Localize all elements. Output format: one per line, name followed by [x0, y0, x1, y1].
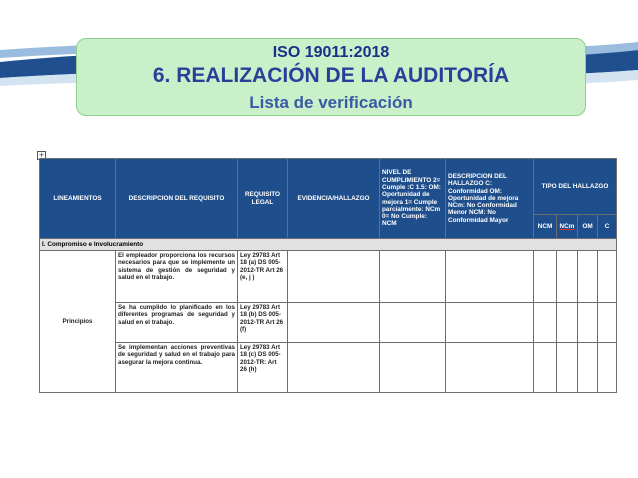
table-row-3-om[interactable]: [578, 343, 598, 393]
principle-label: Principios: [40, 251, 116, 393]
table-row-2-evidencia[interactable]: [288, 303, 380, 343]
table-row-1-nivel[interactable]: [380, 251, 446, 303]
header-tipo-om: OM: [578, 215, 598, 239]
header-nivel-cumplimiento: NIVEL DE CUMPLIMIENTO 2= Cumple :C 1.5: OM: Oportunidad de mejora 1= Cumple parcialmente: NCm 0= No Cumple: NCM: [380, 159, 446, 239]
table-row-1-requisito: El empleador proporciona los recursos necesarios para que se implemente un sistema de gestión de seguridad y salud en el trabajo.: [116, 251, 238, 303]
expand-icon[interactable]: +: [38, 151, 45, 159]
table-row-1-ncm[interactable]: [534, 251, 557, 303]
table-row-3-c[interactable]: [598, 343, 617, 393]
table-row-1-ncm-menor[interactable]: [557, 251, 578, 303]
header-descripcion-requisito: DESCRIPCION DEL REQUISITO: [116, 159, 238, 239]
header-requisito-legal: REQUISITO LEGAL: [238, 159, 288, 239]
section-title: I. Compromiso e Involucramiento: [40, 239, 617, 251]
table-row-2-hallazgo[interactable]: [446, 303, 534, 343]
table-row-2-ncm[interactable]: [534, 303, 557, 343]
table-row-3-hallazgo[interactable]: [446, 343, 534, 393]
header-tipo-ncm: NCM: [534, 215, 557, 239]
table-row-2-ncm-menor[interactable]: [557, 303, 578, 343]
table-row-2-nivel[interactable]: [380, 303, 446, 343]
header-tipo-ncm-menor: NCm: [557, 215, 578, 239]
table-row-3-requisito: Se implementan acciones preventivas de seguridad y salud en el trabajo para asegurar la mejora continua.: [116, 343, 238, 393]
table-row-1-c[interactable]: [598, 251, 617, 303]
slide-subtitle: Lista de verificación: [249, 93, 413, 112]
slide-title-box: [76, 38, 586, 116]
table-row-2-c[interactable]: [598, 303, 617, 343]
header-descripcion-hallazgo: DESCRIPCION DEL HALLAZGO C: Conformidad OM: Oportunidad de mejora NCm: No Conformidad Menor NCM: No Conformidad Mayor: [446, 159, 534, 239]
slide-title-standard: ISO 19011:2018: [272, 44, 390, 61]
table-row-2-requisito: Se ha cumplido lo planificado en los diferentes programas de seguridad y salud en el trabajo.: [116, 303, 238, 343]
table-row-1-hallazgo[interactable]: [446, 251, 534, 303]
checklist-spreadsheet: [34, 150, 626, 394]
table-row-1-legal: Ley 29783 Art 18 (a) DS 005-2012-TR Art 26 (e, j ): [238, 251, 288, 303]
table-row-2-legal: Ley 29783 Art 18 (b) DS 005-2012-TR Art 26 (f): [238, 303, 288, 343]
table-row-3-evidencia[interactable]: [288, 343, 380, 393]
table-row-3-legal: Ley 29783 Art 18 (c) DS 005-2012-TR: Art 26 (h): [238, 343, 288, 393]
table-row-2-om[interactable]: [578, 303, 598, 343]
table-row-1-evidencia[interactable]: [288, 251, 380, 303]
header-tipo-c: C: [598, 215, 617, 239]
slide-title-main: 6. REALIZACIÓN DE LA AUDITORÍA: [152, 64, 510, 87]
header-evidencia-hallazgo: EVIDENCIA/HALLAZGO: [288, 159, 380, 239]
table-row-3-ncm[interactable]: [534, 343, 557, 393]
checklist-table: [39, 158, 617, 393]
table-row-3-ncm-menor[interactable]: [557, 343, 578, 393]
header-lineamientos: LINEAMIENTOS: [40, 159, 116, 239]
table-row-3-nivel[interactable]: [380, 343, 446, 393]
header-tipo-hallazgo: TIPO DEL HALLAZGO: [534, 159, 617, 215]
table-row-1-om[interactable]: [578, 251, 598, 303]
